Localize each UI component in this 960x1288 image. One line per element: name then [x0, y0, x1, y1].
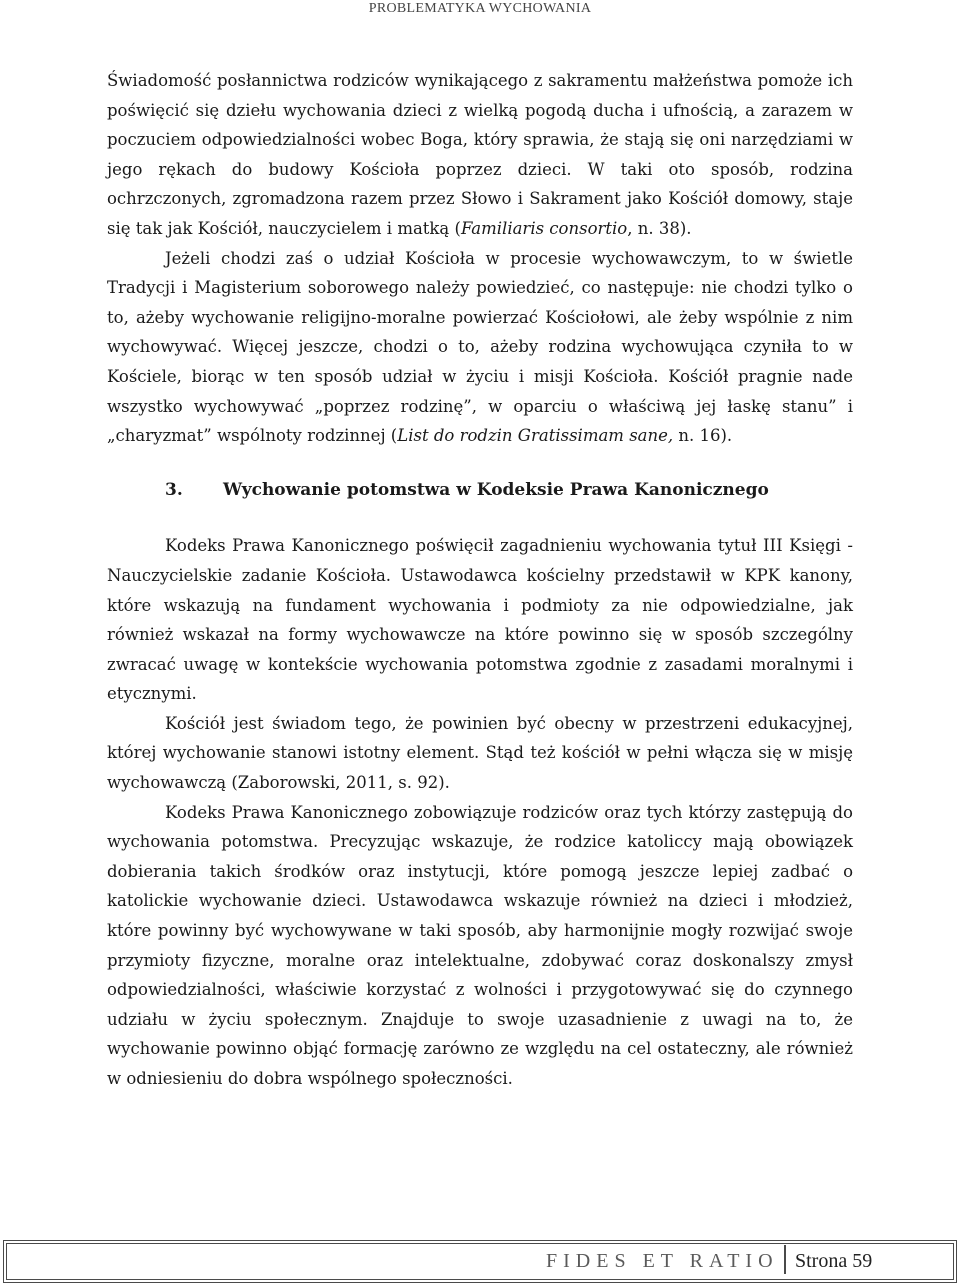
page-number: Strona 59	[795, 1250, 873, 1272]
paragraph-1-text: Świadomość posłannictwa rodziców wynikającego z sakramentu małżeństwa pomoże ich poświęcić się dziełu wychowania dzieci z wielką pogodą ducha i ufnością, a zarazem w poczuciem odpowiedzialności wobec Boga, który sprawia, że stają się oni narzędziami w jego rękach do budowy Kościoła poprzez dzieci. W taki oto sposób, rodzina ochrzczonych, zgromadzona razem przez Słowo i Sakrament jako Kościół domowy, staje się tak jak Kościół, nauczycielem i matką (	[107, 71, 853, 238]
running-header: PROBLEMATYKA WYCHOWANIA	[368, 1, 592, 16]
paragraph-2-end: n. 16).	[673, 426, 733, 446]
section-heading	[107, 476, 853, 506]
paragraph-4: Kościół jest świadom tego, że powinien być obecny w przestrzeni edukacyjnej, której wychowanie stanowi istotny element. Stąd też kościół w pełni włącza się w misję wychowawczą (Zaborowski, 2011, s. 92).	[107, 713, 853, 793]
citation-familiaris-consortio: Familiaris consortio	[460, 218, 628, 238]
section-number: 3.	[165, 479, 183, 500]
paragraph-1-end: , n. 38).	[627, 218, 692, 238]
paragraph-3: Kodeks Prawa Kanonicznego poświęcił zagadnieniu wychowania tytuł III Księgi - Nauczycielskie zadanie Kościoła. Ustawodawca kościelny przedstawił w KPK kanony, które wskazują na fundament wychowania i podmioty za nie odpowiedzialne, jak również wskazał na formy wychowawcze na które powinno się w sposób szczególny zwracać uwagę w kontekście wychowania potomstwa zgodnie z zasadami moralnymi i etycznymi.	[107, 536, 853, 704]
footer-divider	[784, 1245, 786, 1274]
section-title: Wychowanie potomstwa w Kodeksie Prawa Kanonicznego	[223, 479, 769, 500]
paragraph-2-text: Jeżeli chodzi zaś o udział Kościoła w procesie wychowawczym, to w świetle Tradycji i Magisterium soborowego należy powiedzieć, co następuje: nie chodzi tylko o to, ażeby wychowanie religijno-moralne powierzać Kościołowi, ale żeby wspólnie z nim wychowywać. Więcej jeszcze, chodzi o to, ażeby rodzina wychowująca czyniła to w Kościele, biorąc w ten sposób udział w życiu i misji Kościoła. Kościół pragnie nade wszystko wychowywać „poprzez rodzinę”, w oparciu o właściwą jej łaskę stanu” i „charyzmat” wspólnoty rodzinnej (	[107, 248, 853, 446]
paragraph-5: Kodeks Prawa Kanonicznego zobowiązuje rodziców oraz tych którzy zastępują do wychowania potomstwa. Precyzując wskazuje, że rodzice katoliccy mają obowiązek dobierania takich środków oraz instytucji, które pomogą jeszcze lepiej zadbać o katolickie wychowanie dzieci. Ustawodawca wskazuje również na dzieci i młodzież, które powinny być wychowywane w taki sposób, aby harmonijnie mogły rozwijać swoje przymioty fizyczne, moralne oraz intelektualne, zdobywać coraz doskonalszy zmysł odpowiedzialności, właściwie korzystać z wolności i przygotowywać się do czynnego udziału w życiu społecznym. Znajduje to swoje uzasadnienie z uwagi na to, że wychowanie powinno objąć formację zarówno ze względu na cel ostateczny, ale również w odniesieniu do dobra wspólnego społeczności.	[107, 802, 853, 1088]
page-footer	[3, 1240, 957, 1283]
paragraph-1	[107, 66, 853, 244]
citation-gratissimam-sane: List do rodzin Gratissimam sane,	[397, 426, 674, 446]
paragraph-2	[107, 244, 853, 451]
journal-title: FIDES ET RATIO	[546, 1250, 779, 1272]
page-body	[107, 66, 853, 1094]
